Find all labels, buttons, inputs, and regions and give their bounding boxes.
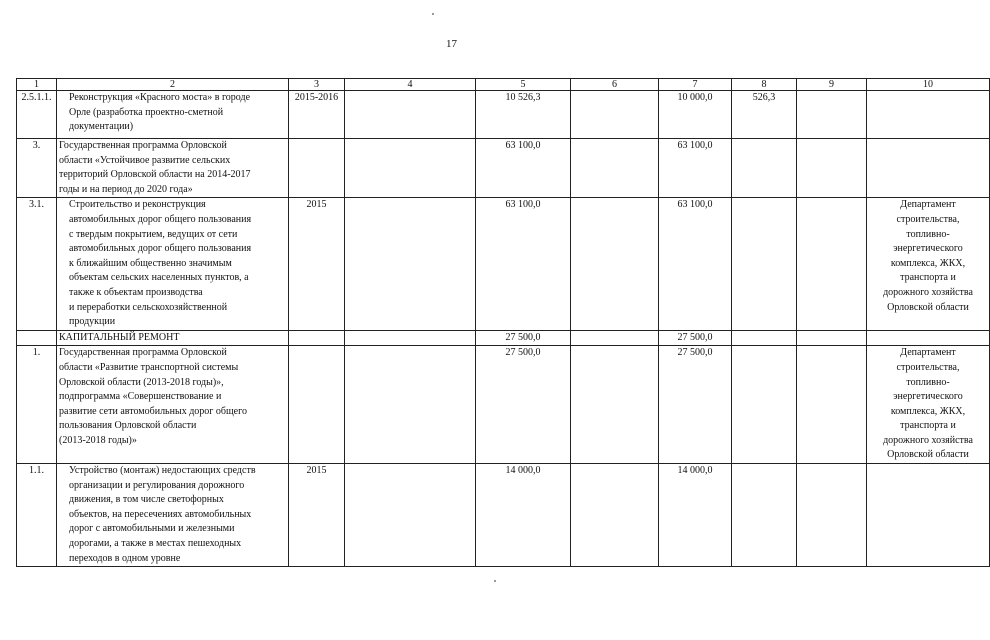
responsible-line: Департамент [900, 199, 956, 211]
period-cell [289, 139, 345, 198]
amount-cell-c4 [345, 464, 476, 567]
scan-speck [432, 13, 434, 15]
item-name-line: объектов, на пересечениях автомобильных [69, 508, 252, 520]
item-name [57, 464, 289, 567]
responsible-line: транспорта и [900, 272, 956, 284]
amount-cell-c8 [732, 330, 797, 346]
amount-cell-c9 [797, 91, 867, 139]
item-name-line: (2013-2018 годы)» [59, 434, 137, 446]
row-number: 1. [17, 346, 57, 464]
amount-cell-c4 [345, 330, 476, 346]
amount-cell-c4 [345, 198, 476, 330]
amount-cell-c6 [571, 91, 659, 139]
column-header: 8 [732, 79, 797, 91]
period-cell [289, 330, 345, 346]
amount-cell-c5: 27 500,0 [476, 330, 571, 346]
amount-cell-c5: 14 000,0 [476, 464, 571, 567]
column-header: 2 [57, 79, 289, 91]
budget-table [16, 78, 990, 567]
responsible-line: комплекса, ЖКХ, [890, 257, 966, 269]
item-name-line: Орловской области (2013-2018 годы)», [59, 376, 224, 388]
row-number: 1.1. [17, 464, 57, 567]
item-name-line: и переработки сельскохозяйственной [69, 301, 228, 313]
column-header: 1 [17, 79, 57, 91]
responsible-line: топливно- [906, 228, 950, 240]
amount-cell-c9 [797, 346, 867, 464]
responsible-line: транспорта и [900, 420, 956, 432]
column-header: 4 [345, 79, 476, 91]
item-name-line: области «Устойчивое развитие сельских [59, 154, 231, 166]
item-name-line: к ближайшим общественно значимым [69, 257, 232, 269]
period-cell [289, 346, 345, 464]
responsible-line: комплекса, ЖКХ, [890, 405, 966, 417]
page-number: 17 [446, 38, 457, 50]
amount-cell-c7: 14 000,0 [659, 464, 732, 567]
item-name-line: КАПИТАЛЬНЫЙ РЕМОНТ [59, 331, 180, 343]
item-name [57, 198, 289, 330]
item-name-line: Строительство и реконструкция [69, 199, 206, 211]
column-header: 5 [476, 79, 571, 91]
responsible-line: Орловской области [887, 449, 969, 461]
amount-cell-c6 [571, 198, 659, 330]
amount-cell-c5: 27 500,0 [476, 346, 571, 464]
responsible-cell [867, 139, 990, 198]
amount-cell-c8 [732, 346, 797, 464]
row-number: 3. [17, 139, 57, 198]
item-name-line: Орле (разработка проектно-сметной [69, 106, 224, 118]
item-name-line: Реконструкция «Красного моста» в городе [69, 92, 251, 103]
amount-cell-c9 [797, 464, 867, 567]
scan-speck [494, 580, 496, 582]
item-name-line: Государственная программа Орловской [59, 347, 227, 359]
row-number [17, 330, 57, 346]
header-row [17, 79, 990, 91]
table-row [17, 330, 990, 346]
item-name [57, 139, 289, 198]
table-row [17, 139, 990, 198]
responsible-cell [867, 91, 990, 139]
item-name-line: Устройство (монтаж) недостающих средств [69, 465, 256, 477]
item-name-line: объектам сельских населенных пунктов, а [69, 272, 249, 284]
amount-cell-c8 [732, 139, 797, 198]
item-name-line: Государственная программа Орловской [59, 140, 227, 151]
responsible-line: дорожного хозяйства [883, 434, 973, 446]
responsible-line: строительства, [896, 213, 960, 225]
responsible-line: Орловской области [887, 301, 969, 313]
item-name-line: с твердым покрытием, ведущих от сети [69, 228, 238, 240]
responsible-cell [867, 198, 990, 330]
item-name [57, 91, 289, 139]
amount-cell-c6 [571, 464, 659, 567]
amount-cell-c5: 63 100,0 [476, 198, 571, 330]
item-name-line: дорог с автомобильными и железными [69, 523, 235, 535]
amount-cell-c9 [797, 139, 867, 198]
column-header: 6 [571, 79, 659, 91]
amount-cell-c9 [797, 330, 867, 346]
amount-cell-c6 [571, 330, 659, 346]
responsible-line: топливно- [906, 376, 950, 388]
row-number: 2.5.1.1. [17, 91, 57, 139]
item-name-line: документации) [69, 121, 134, 133]
item-name-line: движения, в том числе светофорных [69, 494, 224, 506]
item-name-line: развитие сети автомобильных дорог общего [59, 405, 247, 417]
column-header: 9 [797, 79, 867, 91]
amount-cell-c8: 526,3 [732, 91, 797, 139]
responsible-line: дорожного хозяйства [883, 286, 973, 298]
amount-cell-c5: 10 526,3 [476, 91, 571, 139]
item-name-line: продукции [69, 316, 116, 328]
item-name-line: годы и на период до 2020 года» [59, 183, 193, 195]
column-header: 10 [867, 79, 990, 91]
amount-cell-c4 [345, 139, 476, 198]
responsible-line: энергетического [893, 391, 963, 403]
item-name [57, 346, 289, 464]
item-name-line: также к объектам производства [69, 286, 203, 298]
table-row [17, 91, 990, 139]
row-number: 3.1. [17, 198, 57, 330]
amount-cell-c6 [571, 139, 659, 198]
column-header: 7 [659, 79, 732, 91]
item-name-line: организации и регулирования дорожного [69, 479, 245, 491]
item-name-line: автомобильных дорог общего пользования [69, 213, 252, 225]
amount-cell-c4 [345, 346, 476, 464]
responsible-line: Департамент [900, 347, 956, 359]
item-name-line: подпрограмма «Совершенствование и [59, 391, 222, 403]
amount-cell-c8 [732, 198, 797, 330]
responsible-cell [867, 330, 990, 346]
amount-cell-c7: 27 500,0 [659, 346, 732, 464]
item-name-line: территорий Орловской области на 2014-2017 [59, 169, 251, 181]
period-cell: 2015 [289, 198, 345, 330]
item-name-line: области «Развитие транспортной системы [59, 361, 239, 373]
responsible-line: строительства, [896, 361, 960, 373]
item-name-line: переходов в одном уровне [69, 552, 181, 564]
table-row [17, 198, 990, 330]
amount-cell-c7: 10 000,0 [659, 91, 732, 139]
amount-cell-c7: 63 100,0 [659, 139, 732, 198]
amount-cell-c8 [732, 464, 797, 567]
table-row [17, 346, 990, 464]
responsible-cell [867, 346, 990, 464]
responsible-line: энергетического [893, 243, 963, 255]
column-header: 3 [289, 79, 345, 91]
table-row [17, 464, 990, 567]
amount-cell-c4 [345, 91, 476, 139]
item-name-line: автомобильных дорог общего пользования [69, 243, 252, 255]
period-cell: 2015 [289, 464, 345, 567]
item-name-line: пользования Орловской области [59, 420, 197, 432]
amount-cell-c9 [797, 198, 867, 330]
amount-cell-c6 [571, 346, 659, 464]
amount-cell-c7: 27 500,0 [659, 330, 732, 346]
amount-cell-c7: 63 100,0 [659, 198, 732, 330]
item-name-line: дорогами, а также в местах пешеходных [69, 538, 242, 550]
amount-cell-c5: 63 100,0 [476, 139, 571, 198]
item-name [57, 330, 289, 346]
responsible-cell [867, 464, 990, 567]
period-cell: 2015-2016 [289, 91, 345, 139]
